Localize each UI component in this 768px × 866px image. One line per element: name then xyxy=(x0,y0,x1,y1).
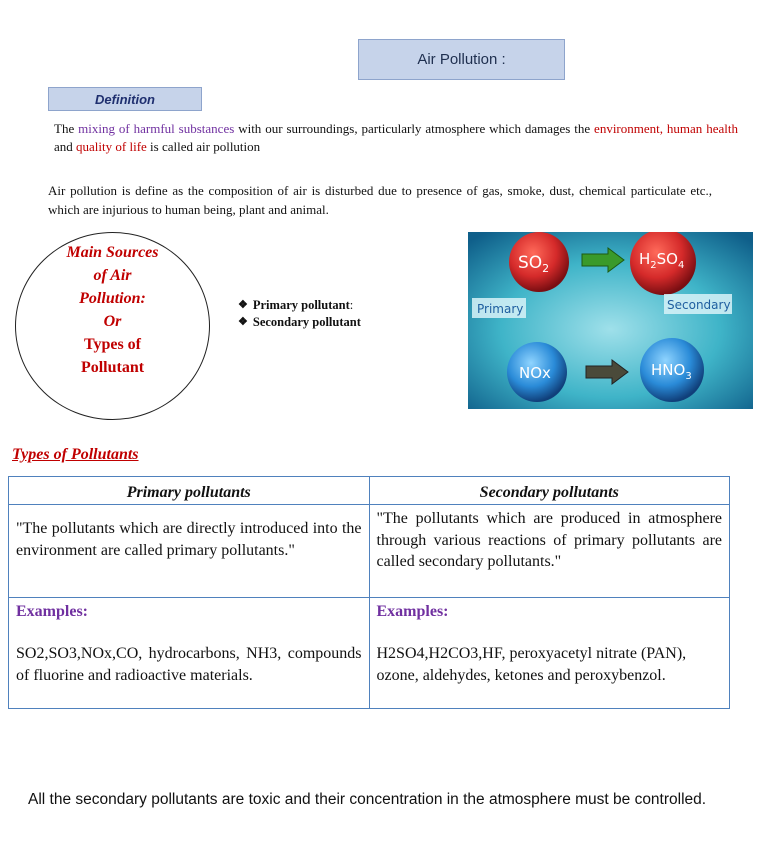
definition-highlight-environment: environment, human health xyxy=(594,121,738,136)
table-row xyxy=(9,505,730,598)
nox-label: NOx xyxy=(519,364,551,382)
table-header-row xyxy=(9,477,730,505)
so2-label: $SO_2$ xyxy=(518,253,550,275)
h2so4-label: $H_2SO_4$ xyxy=(639,250,685,271)
primary-definition: "The pollutants which are directly introduced into the environment are called primary pollutants." xyxy=(16,520,362,559)
table-row xyxy=(9,598,730,709)
secondary-examples: H2SO4,H2CO3,HF, peroxyacetyl nitrate (PAN), ozone, aldehydes, ketones and peroxybenzol. xyxy=(376,645,687,684)
primary-image-label: Primary xyxy=(477,302,524,316)
definition-text-part: The xyxy=(54,121,79,136)
primary-examples-cell xyxy=(9,598,370,709)
pollutant-conversion-image xyxy=(468,232,753,409)
definition-label: Definition xyxy=(48,87,202,111)
column-header-primary: Primary pollutants xyxy=(9,477,370,505)
secondary-examples-cell xyxy=(369,598,730,709)
definition-text-part: with our surroundings, particularly atmosphere which damages the xyxy=(234,121,595,136)
pollutants-table xyxy=(8,476,730,709)
examples-label: Examples: xyxy=(16,603,88,620)
circle-line: Main Sources xyxy=(66,244,159,261)
circle-line: Types of xyxy=(83,336,142,353)
primary-pollutant-label: Primary pollutant xyxy=(252,298,350,312)
primary-definition-cell xyxy=(9,505,370,598)
definition-text xyxy=(54,120,738,156)
circle-line: Pollutant xyxy=(80,359,145,376)
diamond-bullet-icon: ❖ xyxy=(238,299,248,311)
secondary-pollutant-label: Secondary pollutant xyxy=(252,315,361,329)
pollutant-type-list xyxy=(238,297,361,331)
circle-line: Or xyxy=(103,313,122,330)
definition-highlight-quality: quality of life xyxy=(76,139,147,154)
footer-note: All the secondary pollutants are toxic and their concentration in the atmosphere must be controlled. xyxy=(28,791,707,808)
definition-highlight-mixing: mixing of harmful substances xyxy=(78,121,235,136)
circle-line: Pollution: xyxy=(79,290,146,307)
secondary-definition-cell xyxy=(369,505,730,598)
secondary-definition: "The pollutants which are produced in atmosphere through various reactions of primary pollutants are called secondary pollutants." xyxy=(376,510,722,570)
primary-examples: SO2,SO3,NOx,CO, hydrocarbons, NH3, compounds of fluorine and radioactive materials. xyxy=(16,645,362,684)
examples-label: Examples: xyxy=(376,603,449,620)
hno3-label: $HNO_3$ xyxy=(651,361,692,382)
circle-line: of Air xyxy=(93,267,132,284)
diamond-bullet-icon: ❖ xyxy=(238,316,248,328)
air-pollution-paragraph: Air pollution is define as the composition of air is disturbed due to presence of gas, smoke, dust, chemical particulate etc., which are injurious to human being, plant and animal. xyxy=(48,183,712,217)
definition-text-part: is called air pollution xyxy=(146,139,261,154)
page-title: Air Pollution : xyxy=(358,39,565,80)
column-header-secondary: Secondary pollutants xyxy=(369,477,730,505)
secondary-image-label: Secondary xyxy=(667,298,731,312)
sources-circle-text xyxy=(40,241,185,379)
list-item xyxy=(238,314,361,331)
types-heading: Types of Pollutants xyxy=(12,446,139,463)
definition-text-part: and xyxy=(54,139,77,154)
primary-pollutant-colon: : xyxy=(349,298,354,312)
list-item xyxy=(238,297,361,314)
